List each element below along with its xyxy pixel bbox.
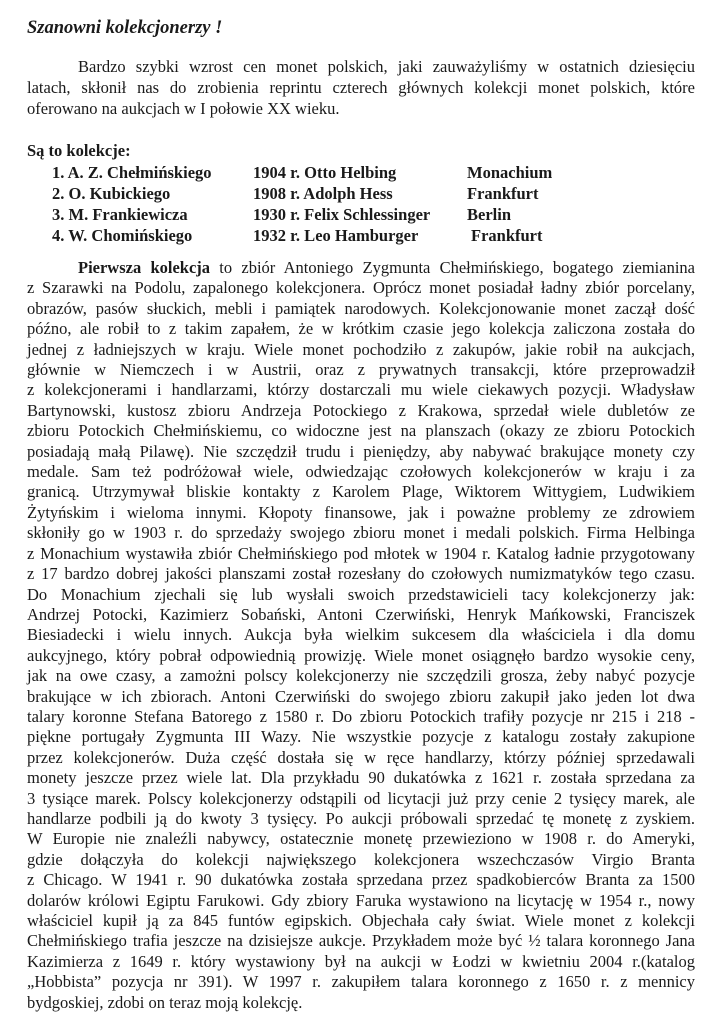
body-line: gdzie dołączyła do kolekcji największego kolekcjonera wszechczasów Virgio Branta [27, 849, 695, 869]
body-line: z kolekcjonerami i handlarzami, którzy dostarczali mu wiele ciekawych pozycji. Władysław [27, 380, 695, 400]
body-line: medale. Sam też podróżował wiele, odwiedzając czołowych kolekcjonerów w kraju i za [27, 462, 695, 482]
collection-auction: 1932 r. Leo Hamburger [253, 226, 419, 245]
collection-name: 4. W. Chomińskiego [52, 226, 193, 245]
collection-auction: 1930 r. Felix Schlessinger [253, 205, 431, 224]
body-line: z Chicago. W 1941 r. 90 dukatówka została sprzedana przez spadkobierców Branta za 1500 [27, 870, 695, 890]
collection-city: Berlin [467, 205, 511, 224]
body-line: „Hobbista” pozycja nr 391). W 1997 r. zakupiłem talara koronnego z 1650 r. z mennicy [27, 972, 695, 992]
collection-name: 3. M. Frankiewicza [52, 205, 188, 224]
intro-line: Bardzo szybki wzrost cen monet polskich, jaki zauważyliśmy w ostatnich dziesięciu [78, 57, 695, 76]
body-line: piękne portugały Zygmunta III Wazy. Nie wszystkie pozycje z katalogu zostały zakupione [27, 727, 695, 747]
body-line: jak na owe czasy, a zamożni polscy kolekcjonerzy nie szczędzili grosza, żeby nabyć pozycje [27, 666, 695, 686]
body-line: handlarze podbili ją do kwoty 3 tysięcy. Po aukcji próbowali sprzedać tę monetę z zyskiem. [27, 808, 695, 828]
body-line: właściciel kupił ją za 845 funtów egipskich. Objechała cały świat. Wiele monet z kolekcji [27, 911, 695, 930]
body-line: aukcyjnego, który pobrał odpowiednią prowizję. Wiele monet osiągnęło bardzo wysokie ceny, [27, 645, 695, 665]
body-line: W Europie nie znaleźli nabywcy, ostatecznie monetę przewieziono w 1908 r. do Ameryki, [27, 829, 695, 849]
collection-name: 1. A. Z. Chełmińskiego [52, 163, 212, 182]
body-line: z Szarawki na Podolu, zapalonego kolekcjonera. Oprócz monet posiadał ładny zbiór porcelany, [27, 278, 695, 298]
collection-auction: 1904 r. Otto Helbing [253, 163, 397, 182]
collection-name: 2. O. Kubickiego [52, 184, 171, 203]
collection-row [52, 162, 552, 183]
collections-heading: Są to kolekcje: [27, 141, 131, 160]
body-line: Andrzej Potocki, Kazimierz Sobański, Antoni Czerwiński, Henryk Mańkowski, Franciszek [27, 604, 695, 624]
body-line: 3 tysiące marek. Polscy kolekcjonerzy odstąpili od licytacji już przy cenie 2 tysięcy marek, ale [27, 788, 695, 808]
intro-line: latach, skłonił nas do zrobienia reprintu czterech głównych kolekcji monet polskich, które [27, 78, 695, 97]
collections-list [52, 162, 552, 246]
body-line: zbioru Potockich Chełmińskiemu, co widoczne jest na planszach (okazy ze zbioru Potockich [27, 421, 695, 441]
body-line: monety jeszcze przez wiele lat. Dla przykładu 90 dukatówka z 1621 r. została sprzedana za [27, 768, 695, 788]
body-line: skłoniły go w 1903 r. do sprzedaży swojego zbioru monet i medali polskich. Firma Helbinga [27, 523, 695, 543]
body-line: brakujące w ich zbiorach. Antoni Czerwiński do swojego zbioru zakupił jako jeden lot dwa [27, 686, 695, 706]
body-line: przez kolekcjonerów. Duża część dostała się w ręce handlarzy, którzy później sprzedawali [27, 747, 695, 767]
intro-line: oferowano na aukcjach w I połowie XX wieku. [27, 99, 340, 118]
lead-text: to zbiór Antoniego Zygmunta Chełmińskiego, bogatego ziemianina [210, 258, 696, 277]
lead-bold-text: Pierwsza kolekcja [78, 258, 211, 277]
body-line: późno, ale robił to z takim zapałem, że w krótkim czasie jego kolekcja zaliczona została do [27, 319, 695, 339]
body-line: głównie w Niemczech i w Austrii, oraz z prywatnych transakcji, które przeprowadził [27, 360, 695, 380]
collection-row [52, 225, 552, 246]
body-line: jednej z ładniejszych w kraju. Wiele monet pochodziło z zakupów, jakie robił na aukcjach, [27, 339, 695, 359]
collection-city: Monachium [467, 163, 553, 182]
collection-city: Frankfurt [467, 184, 539, 203]
body-line: Bartynowski, kustosz zbioru Andrzeja Potockiego z Krakowa, sprzedał wiele dubletów ze [27, 400, 695, 420]
body-line: posiadają małą Pilawę). Nie szczędził trudu i pieniędzy, aby nabywać brakujące monety czy [27, 441, 695, 461]
main-paragraph [27, 258, 695, 1013]
collection-row [52, 204, 552, 225]
body-line: Żytyńskim i wieloma innymi. Kłopoty finansowe, jak i poważne problemy ze zdrowiem [27, 502, 695, 522]
intro-paragraph [27, 56, 695, 119]
collection-auction: 1908 r. Adolph Hess [253, 184, 393, 203]
body-line: granicą. Utrzymywał bliskie kontakty z Karolem Plage, Wiktorem Wittygiem, Ludwikiem [27, 482, 695, 502]
body-line: dolarów królowi Egiptu Farukowi. Gdy zbiory Faruka wystawiono na licytację w 1954 r., nowy [27, 890, 695, 910]
body-first-line [27, 258, 695, 278]
body-line: Biesiadecki i wielu innych. Aukcja była wielkim sukcesem dla właściciela i dla domu [27, 625, 695, 645]
collection-row [52, 183, 552, 204]
body-line: Kazimierza z 1649 r. który wystawiony był na aukcji w Łodzi w kwietniu 2004 r.(katalog [27, 951, 695, 971]
letter-title: Szanowni kolekcjonerzy ! [27, 18, 223, 38]
body-line: Do Monachium zjechali się lub wysłali swoich przedstawicieli tacy kolekcjonerzy jak: [27, 584, 695, 604]
collection-city: Frankfurt [471, 226, 543, 245]
body-line: obrazów, pasów słuckich, mebli i pamiątek narodowych. Kolekcjonowanie monet zaczął dość [27, 298, 695, 318]
body-line: Chełmińskiego trafia jeszcze na dzisiejsze aukcje. Przykładem może być ½ talara koronnego Jana [27, 931, 695, 951]
body-line: talary koronne Stefana Batorego z 1580 r. Do zbioru Potockich trafiły pozycje nr 215 i 218 - [27, 706, 695, 726]
body-line: z Monachium wystawiła zbiór Chełmińskiego pod młotek w 1904 r. Katalog ładnie przygotowany [27, 543, 695, 563]
body-line: bydgoskiej, zdobi on teraz moją kolekcję. [27, 992, 303, 1012]
body-line: z 17 bardzo dobrej jakości planszami został rozesłany do czołowych numizmatyków tego czasu. [27, 564, 695, 584]
